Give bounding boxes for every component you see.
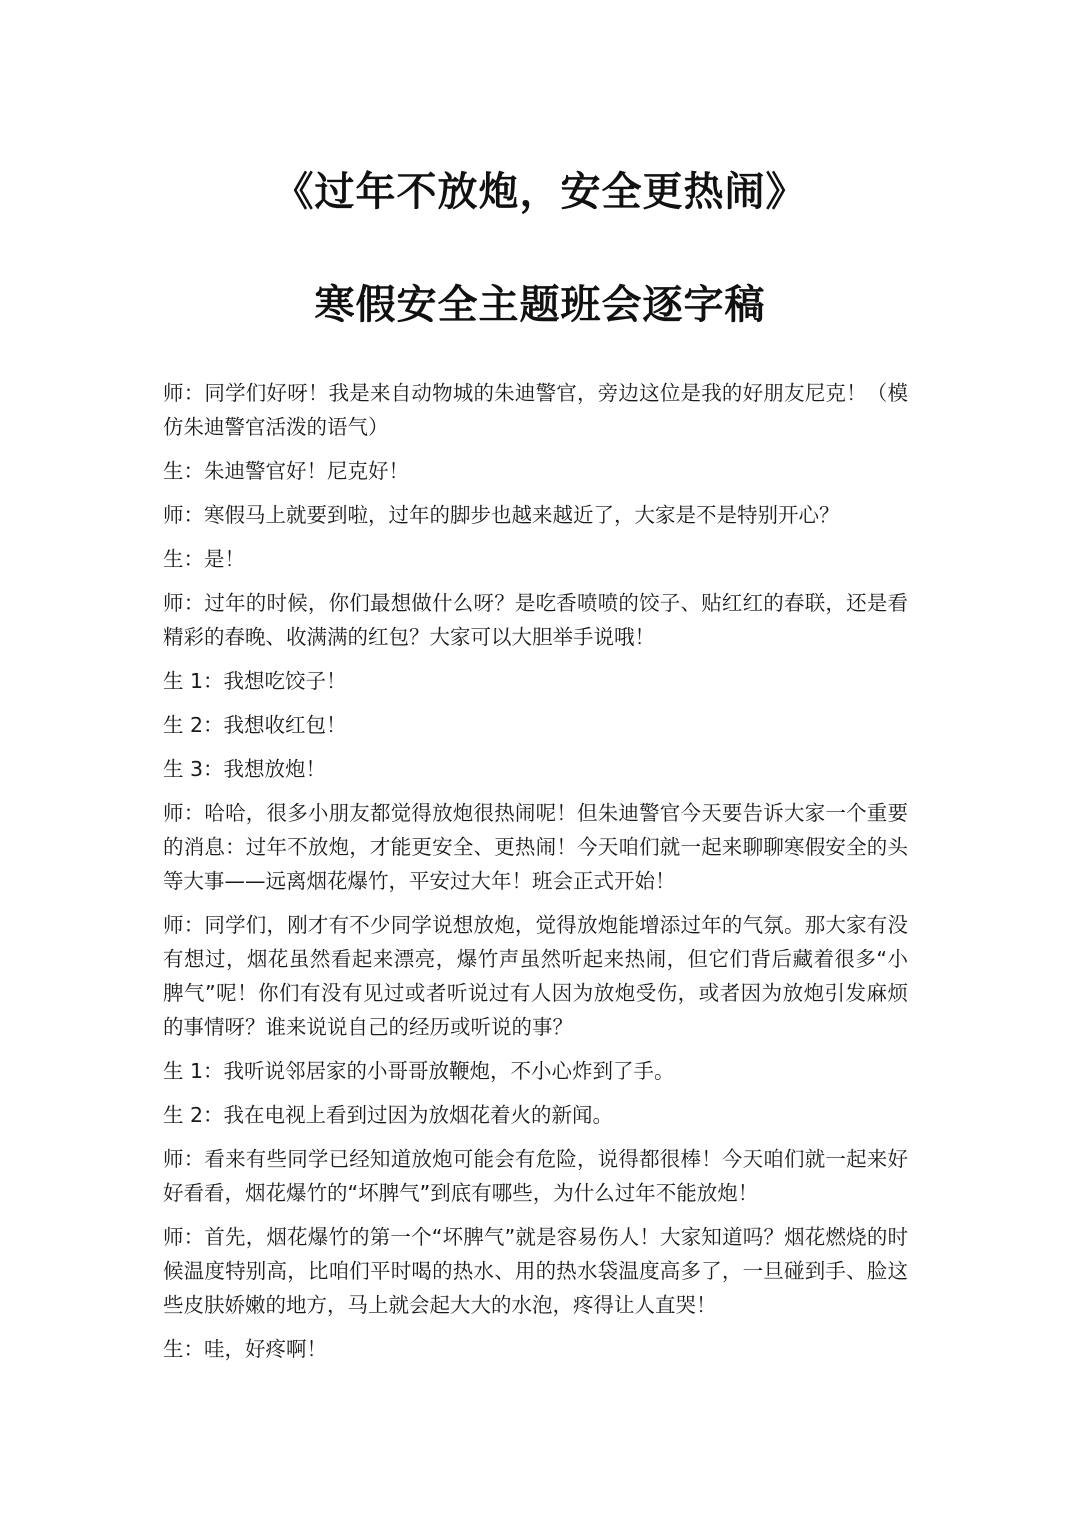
transcript-paragraph: 师：寒假马上就要到啦，过年的脚步也越来越近了，大家是不是特别开心？ bbox=[163, 503, 840, 527]
transcript-paragraph: 师：看来有些同学已经知道放炮可能会有危险，说得都很棒！今天咱们就一起来好好看看，烟花爆竹的“坏脾气”到底有哪些，为什么过年不能放炮！ bbox=[163, 1147, 908, 1205]
transcript-paragraph: 生：哇，好疼啊！ bbox=[163, 1337, 327, 1361]
transcript-paragraph: 生 3：我想放炮！ bbox=[163, 757, 327, 781]
transcript-paragraph: 生：是！ bbox=[163, 547, 245, 571]
transcript-paragraph: 生 1：我想吃饺子！ bbox=[163, 669, 347, 693]
transcript-paragraph: 师：同学们好呀！我是来自动物城的朱迪警官，旁边这位是我的好朋友尼克！（模仿朱迪警官活泼的语气） bbox=[163, 381, 908, 439]
transcript-paragraph: 师：首先，烟花爆竹的第一个“坏脾气”就是容易伤人！大家知道吗？烟花燃烧的时候温度特别高，比咱们平时喝的热水、用的热水袋温度高多了，一旦碰到手、脸这些皮肤娇嫩的地方，马上就会起大大的水泡，疼得让人直哭！ bbox=[163, 1225, 908, 1317]
transcript-paragraph: 师：同学们，刚才有不少同学说想放炮，觉得放炮能增添过年的气氛。那大家有没有想过，烟花虽然看起来漂亮，爆竹声虽然听起来热闹，但它们背后藏着很多“小脾气”呢！你们有没有见过或者听说过有人因为放炮受伤，或者因为放炮引发麻烦的事情呀？谁来说说自己的经历或听说的事？ bbox=[163, 913, 908, 1039]
transcript-paragraph: 生 2：我想收红包！ bbox=[163, 713, 347, 737]
document-subtitle: 寒假安全主题班会逐字稿 bbox=[314, 281, 766, 328]
transcript-paragraph: 师：哈哈，很多小朋友都觉得放炮很热闹呢！但朱迪警官今天要告诉大家一个重要的消息：过年不放炮，才能更安全、更热闹！今天咱们就一起来聊聊寒假安全的头等大事——远离烟花爆竹，平安过大年！班会正式开始！ bbox=[163, 801, 908, 893]
transcript-paragraph: 生 1：我听说邻居家的小哥哥放鞭炮，不小心炸到了手。 bbox=[163, 1059, 675, 1083]
transcript-paragraph: 生 2：我在电视上看到过因为放烟花着火的新闻。 bbox=[163, 1103, 614, 1127]
document-title: 《过年不放炮，安全更热闹》 bbox=[273, 168, 807, 215]
transcript-paragraph: 师：过年的时候，你们最想做什么呀？是吃香喷喷的饺子、贴红红的春联，还是看精彩的春晚、收满满的红包？大家可以大胆举手说哦！ bbox=[163, 591, 908, 649]
transcript-paragraph: 生：朱迪警官好！尼克好！ bbox=[163, 459, 409, 483]
transcript-body bbox=[163, 376, 908, 1376]
